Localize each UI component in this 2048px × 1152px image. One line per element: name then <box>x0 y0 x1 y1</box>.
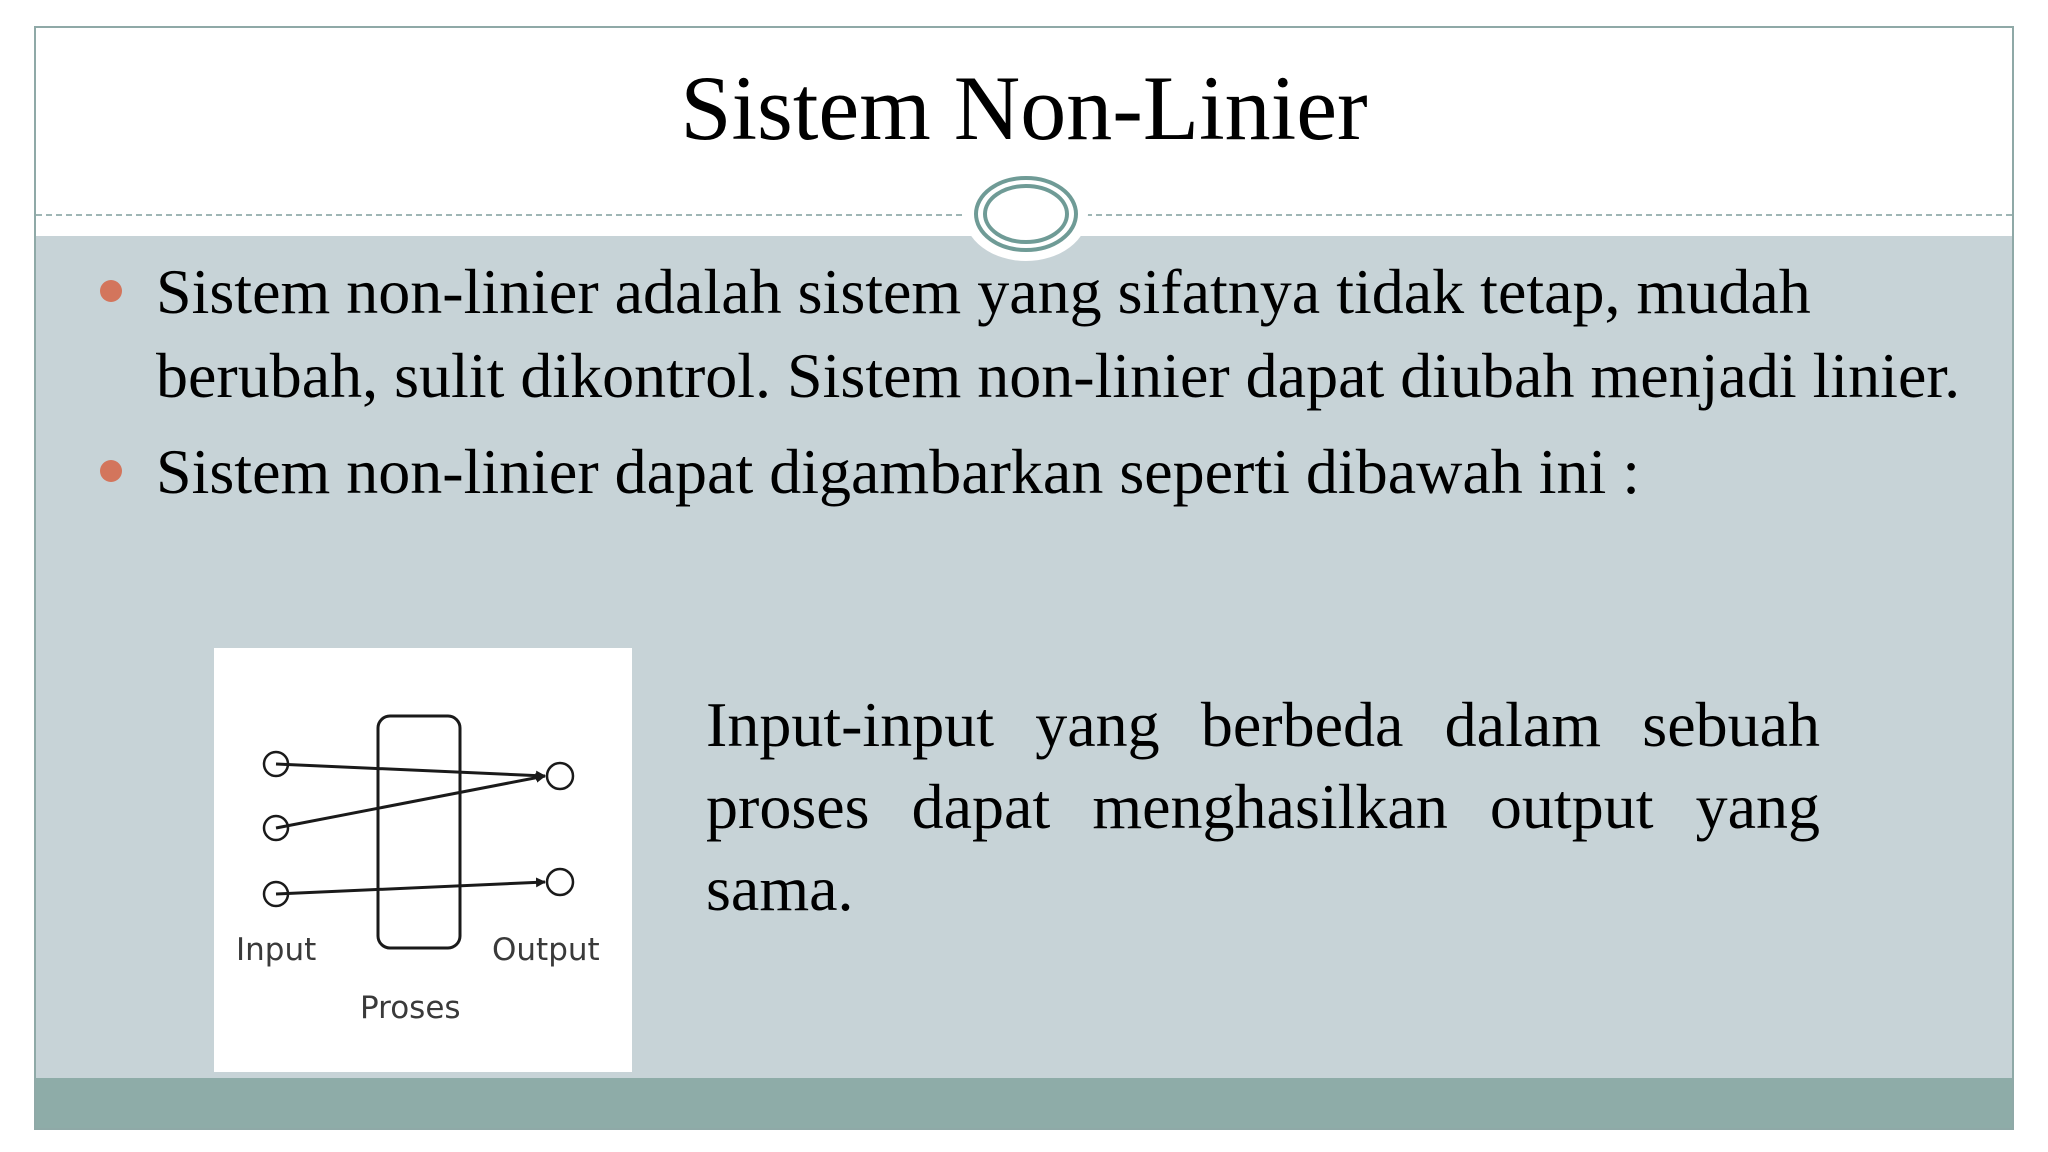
output-label: Output <box>492 932 600 968</box>
mapping-arrow <box>276 882 545 894</box>
nonlinear-system-diagram <box>214 648 632 1072</box>
bullet-dot-icon <box>100 280 122 302</box>
process-box <box>378 716 460 948</box>
bullet-dot-icon <box>100 460 122 482</box>
mapping-arrow <box>276 776 545 828</box>
footer-bar <box>36 1078 2012 1128</box>
slide <box>34 26 2014 1130</box>
bullet-text: Sistem non-linier dapat digambarkan seperti dibawah ini : <box>156 436 1641 507</box>
input-label: Input <box>236 932 317 968</box>
decorative-ring-icon <box>962 164 1090 264</box>
mapping-arrow <box>276 764 545 776</box>
output-node <box>547 869 573 895</box>
output-node <box>547 763 573 789</box>
bullet-item <box>100 250 1980 418</box>
bullet-text: Sistem non-linier adalah sistem yang sifatnya tidak tetap, mudah berubah, sulit dikontrol. Sistem non-linier dapat diubah menjadi linier. <box>156 256 1961 411</box>
slide-title: Sistem Non-Linier <box>680 57 1368 159</box>
bullet-item <box>100 430 1980 514</box>
bullet-list <box>100 250 1980 514</box>
diagram-description: Input-input yang berbeda dalam sebuah proses dapat menghasilkan output yang sama. <box>706 689 1820 924</box>
process-label: Proses <box>360 990 461 1026</box>
